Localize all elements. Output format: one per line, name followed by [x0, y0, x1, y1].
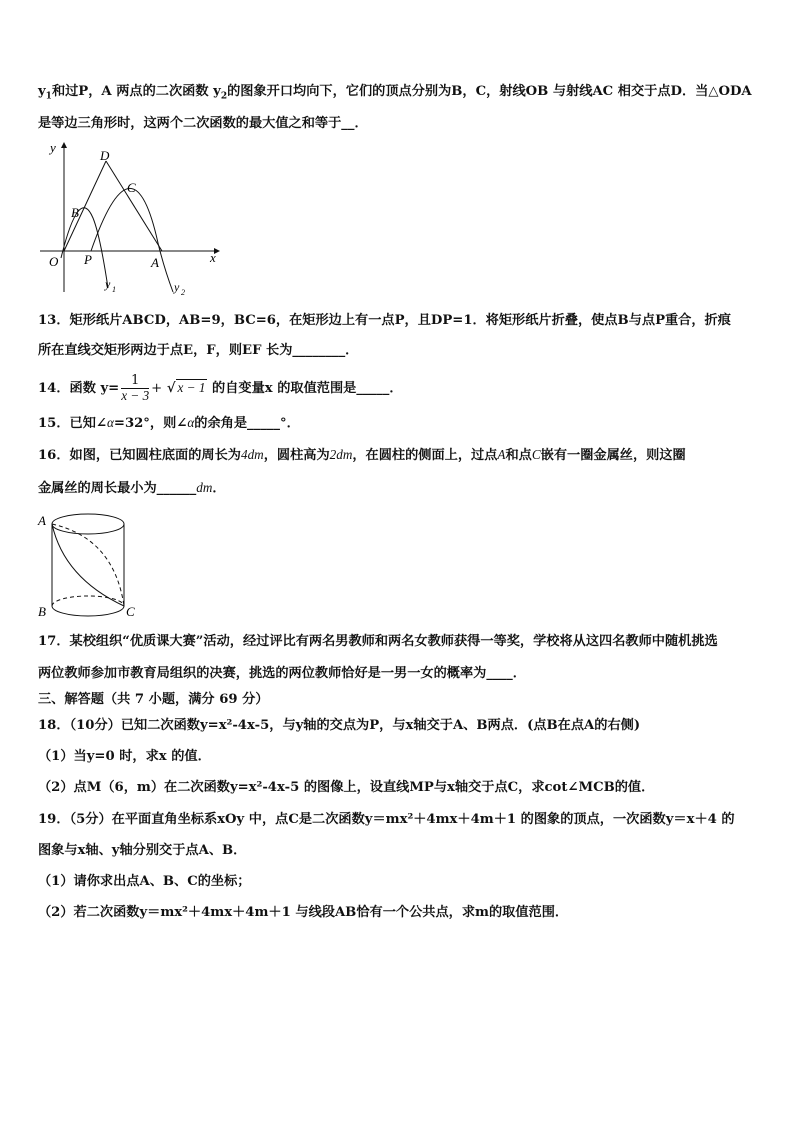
fig12-B-label: B: [71, 205, 79, 220]
q16-cylinder-figure: [34, 508, 144, 620]
fig16-A-label: A: [38, 513, 46, 528]
q19-part2: （2）若二次函数y＝mx²＋4mx＋4m＋1 与线段AB恰有一个公共点，求m的取值范围．: [38, 905, 569, 920]
q18-part1: （1）当y=0 时，求x 的值．: [38, 749, 211, 764]
q16-line1: 16．如图，已知圆柱底面的周长为4dm，圆柱高为2dm，在圆柱的侧面上，过点A和点C嵌有一圈金属丝，则这圈: [38, 447, 686, 463]
fig16-C-label: C: [126, 604, 135, 619]
q17-line1: 17．某校组织“优质课大赛”活动，经过评比有两名男教师和两名女教师获得一等奖，学校将从这四名教师中随机挑选: [38, 634, 718, 649]
q16-line2: 金属丝的周长最小为______dm．: [38, 480, 226, 496]
fig12-A-label: A: [151, 255, 159, 270]
q19-part1: （1）请你求出点A、B、C的坐标；: [38, 874, 251, 889]
svg-text:1: 1: [112, 285, 116, 294]
fig12-y1-label: y: [105, 277, 111, 291]
q18-line1: 18．（10分）已知二次函数y=x²-4x-5，与y轴的交点为P，与x轴交于A、B两点．(点B在点A的右侧): [38, 718, 641, 733]
q19-line1: 19．（5分）在平面直角坐标系xOy 中，点C是二次函数y＝mx²＋4mx＋4m＋1 的图象的顶点，一次函数y＝x＋4 的: [38, 812, 735, 827]
fig12-D-label: D: [100, 148, 110, 163]
q14-fraction: $\frac{1}{x - 3}$: [121, 373, 150, 403]
q15-line: 15．已知∠α=32°，则∠α的余角是_____°．: [38, 415, 300, 431]
fig12-y2-label: y: [174, 280, 180, 294]
fig12-O-label: O: [49, 254, 59, 269]
section-3-heading: 三、解答题（共 7 小题，满分 69 分）: [38, 692, 269, 707]
fig12-C-label: C: [127, 180, 136, 195]
fig12-y-label: y: [50, 140, 56, 155]
fig12-x-label: x: [210, 250, 216, 265]
q12-line2: 是等边三角形时，这两个二次函数的最大值之和等于__．: [38, 116, 368, 131]
q17-line2: 两位教师参加市教育局组织的决赛，挑选的两位教师恰好是一男一女的概率为____．: [38, 666, 526, 681]
fig12-P-label: P: [84, 252, 92, 267]
q14-line: 14．函数 y= $\frac{1}{x - 3}$ + √ x − 1 的自变量x 的取值范围是_____．: [38, 373, 403, 403]
q12-parabola-figure: [36, 140, 226, 300]
q13-line2: 所在直线交矩形两边于点E，F，则EF 长为________．: [38, 343, 359, 358]
q13-line1: 13．矩形纸片ABCD，AB=9，BC=6，在矩形边上有一点P，且DP=1．将矩形纸片折叠，使点B与点P重合，折痕: [38, 313, 731, 328]
q18-part2: （2）点M（6，m）在二次函数y=x²-4x-5 的图像上，设直线MP与x轴交于点C，求cot∠MCB的值．: [38, 780, 655, 795]
svg-text:2: 2: [181, 288, 185, 297]
q12-line1: $y_1$和过P，A 两点的二次函数 $y_2$的图象开口均向下，它们的顶点分别为B，C，射线OB 与射线AC 相交于点D．当△ODA: [38, 84, 752, 102]
fig16-B-label: B: [38, 604, 46, 619]
q19-line2: 图象与x轴、y轴分别交于点A、B．: [38, 843, 247, 858]
